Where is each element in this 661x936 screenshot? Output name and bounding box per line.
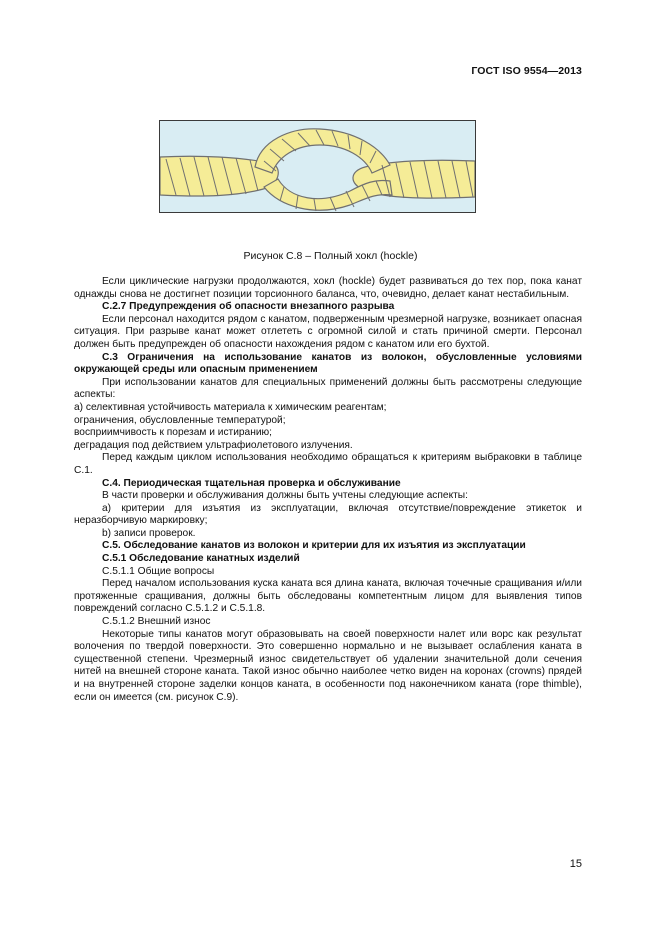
- figure-hockle: [159, 120, 476, 213]
- list-item-chemical: а) селективная устойчивость материала к химическим реагентам;: [74, 401, 387, 413]
- section-heading-c51: С.5.1 Обследование канатных изделий: [102, 553, 300, 565]
- section-heading-c5: С.5. Обследование канатов из волокон и критерии для их изъятия из эксплуатации: [102, 540, 526, 552]
- paragraph-breakage-danger: Если персонал находится рядом с канатом, подверженным чрезмерной нагрузке, возникает опасная ситуация. При разрыве канат может отлететь с огромной силой и стать причиной смерти. Персонал должен быть предупрежден об опасности нахождения рядом с канатом или его бухтой.: [74, 313, 582, 350]
- list-item-uv: деградация под действием ультрафиолетового излучения.: [74, 439, 353, 451]
- paragraph-hockle-development: Если циклические нагрузки продолжаются, хокл (hockle) будет развиваться до тех пор, пока канат однажды снова не достигнет позиции торсионного баланса, что, очевидно, делает канат нестабильным.: [74, 276, 582, 300]
- list-item-temperature: ограничения, обусловленные температурой;: [74, 414, 286, 426]
- paragraph-general-inspection: Перед началом использования куска каната вся длина каната, включая точечные сращивания и/или протяженные сращивания, должны быть обследованы компетентным лицом для выявления типов повреждений согласно С.5.1.2 и С.5.1.8.: [74, 578, 582, 615]
- document-body: [74, 276, 582, 704]
- paragraph-inspection-aspects: В части проверки и обслуживания должны быть учтены следующие аспекты:: [102, 490, 468, 502]
- subsection-heading-c511: С.5.1.1 Общие вопросы: [102, 565, 215, 577]
- figure-caption: Рисунок С.8 – Полный хокл (hockle): [243, 250, 418, 262]
- page-number: 15: [569, 858, 582, 870]
- section-heading-c4: С.4. Периодическая тщательная проверка и обслуживание: [102, 477, 401, 489]
- paragraph-discard-criteria: Перед каждым циклом использования необходимо обращаться к критериям выбраковки в таблице С.1.: [74, 452, 582, 476]
- section-heading-c27: С.2.7 Предупреждения об опасности внезапного разрыва: [102, 301, 395, 313]
- list-item-cuts: восприимчивость к порезам и истиранию;: [74, 427, 273, 439]
- paragraph-external-wear: Некоторые типы канатов могут образовывать на своей поверхности налет или ворс как результат волочения по твердой поверхности. Это совершенно нормально и не вызывает ослабления каната в существенной степени. Чрезмерный износ свидетельствует об удалении значительной доли сечения нитей на внешней стороне каната. Такой износ обычно наиболее четко виден на коронах (crowns) прядей и на внутренней стороне заделки концов каната, в особенности под наконечником каната (rope thimble), если он имеется (см. рисунок С.9).: [74, 628, 582, 703]
- subsection-heading-c512: С.5.1.2 Внешний износ: [102, 616, 211, 628]
- section-heading-c3: С.3 Ограничения на использование канатов из волокон, обусловленные условиями окружающей среды или опасным применением: [74, 351, 582, 376]
- list-item-records: b) записи проверок.: [102, 527, 196, 539]
- paragraph-special-applications: При использовании канатов для специальных применений должны быть рассмотрены следующие аспекты:: [74, 376, 582, 401]
- document-header: ГОСТ ISO 9554—2013: [471, 65, 582, 77]
- rope-hockle-illustration: [160, 121, 475, 212]
- list-item-removal-criteria: а) критерии для изъятия из эксплуатации, включая отсутствие/повреждение этикеток и неразборчивую маркировку;: [74, 502, 582, 527]
